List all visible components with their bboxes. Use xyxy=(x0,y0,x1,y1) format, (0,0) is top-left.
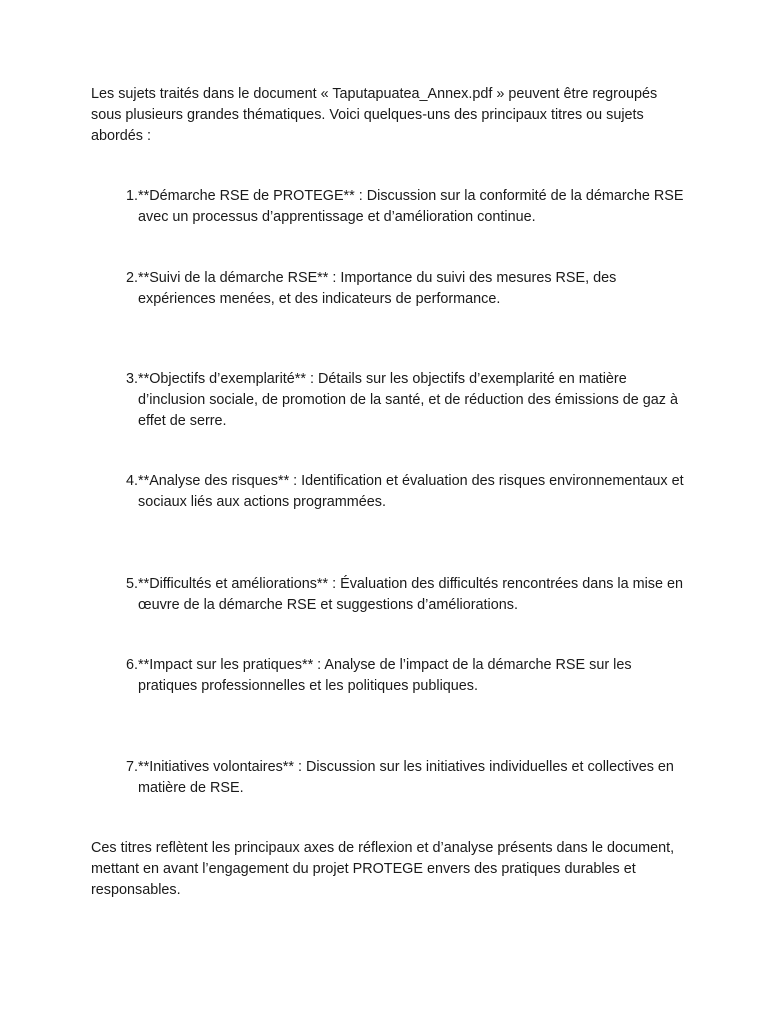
list-item xyxy=(91,186,691,228)
list-item-text: **Impact sur les pratiques** : Analyse de l’impact de la démarche RSE sur les pratiques professionnelles et les politiques publiques. xyxy=(138,657,632,694)
list-item xyxy=(91,574,691,616)
list-item xyxy=(91,757,691,799)
intro-paragraph: Les sujets traités dans le document « Taputapuatea_Annex.pdf » peuvent être regroupés sous plusieurs grandes thématiques. Voici quelques-uns des principaux titres ou sujets abordés : xyxy=(91,86,658,144)
conclusion-paragraph: Ces titres reflètent les principaux axes de réflexion et d’analyse présents dans le document, mettant en avant l’engagement du projet PROTEGE envers des pratiques durables et responsables. xyxy=(91,840,675,898)
list-item-number: 2. xyxy=(125,270,138,286)
list-item-number: 1. xyxy=(125,188,138,204)
list-item-number: 3. xyxy=(125,371,138,387)
list-item xyxy=(91,471,691,513)
list-item-text: **Démarche RSE de PROTEGE** : Discussion sur la conformité de la démarche RSE avec un processus d’apprentissage et d’amélioration continue. xyxy=(138,188,684,225)
list-item-number: 5. xyxy=(125,576,138,592)
list-item xyxy=(91,268,691,310)
list-item xyxy=(91,369,691,431)
list-item-text: **Objectifs d’exemplarité** : Détails sur les objectifs d’exemplarité en matière d’inclusion sociale, de promotion de la santé, et de réduction des émissions de gaz à effet de serre. xyxy=(138,371,678,429)
list-item-text: **Difficultés et améliorations** : Évaluation des difficultés rencontrées dans la mise en œuvre de la démarche RSE et suggestions d’améliorations. xyxy=(138,576,684,613)
list-item-text: **Analyse des risques** : Identification et évaluation des risques environnementaux et sociaux liés aux actions programmées. xyxy=(138,473,684,510)
list-item-number: 6. xyxy=(125,657,138,673)
list-item-text: **Initiatives volontaires** : Discussion sur les initiatives individuelles et collectives en matière de RSE. xyxy=(138,759,674,796)
list-item-number: 7. xyxy=(125,759,138,775)
list-item-number: 4. xyxy=(125,473,138,489)
list-item xyxy=(91,655,691,697)
list-item-text: **Suivi de la démarche RSE** : Importance du suivi des mesures RSE, des expériences menées, et des indicateurs de performance. xyxy=(138,270,617,307)
